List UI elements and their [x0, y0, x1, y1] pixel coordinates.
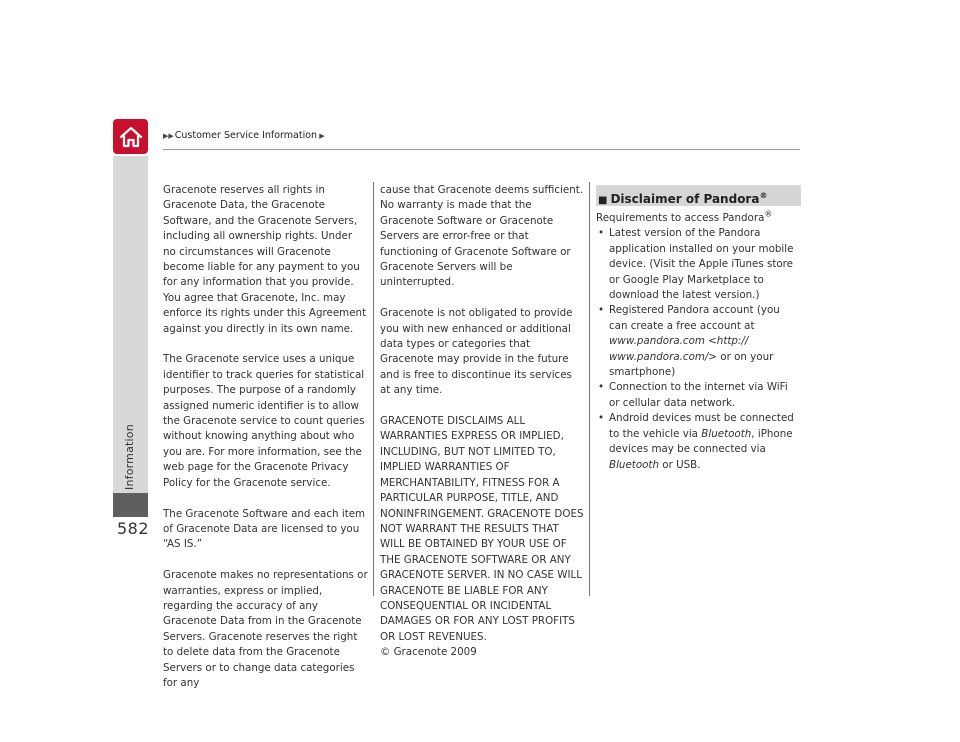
column-divider	[589, 182, 590, 596]
breadcrumb-arrow-icon: ▶▶	[163, 132, 174, 140]
paragraph-warranty: cause that Gracenote deems sufficient. No warranty is made that the Gracenote Software or Gracenote Servers are error-free or that functioning of Gracenote Software or Gracenote Servers will be uninterrupted.	[380, 184, 584, 289]
paragraph-representations: Gracenote makes no representations or warranties, express or implied, regarding the accuracy of any Gracenote Data from in the Gracenote Servers. Gracenote reserves the right to delete data from the Gracenote Servers or to change data categories for any	[163, 569, 368, 689]
requirements-intro: Requirements to access Pandora®	[596, 209, 773, 224]
home-icon	[118, 125, 144, 149]
text-column-2	[380, 183, 585, 676]
text-column-1	[163, 183, 368, 707]
section-heading	[596, 185, 801, 206]
section-heading-text: Disclaimer of Pandora	[610, 192, 760, 206]
page-number: 582	[117, 519, 150, 538]
header-divider	[163, 149, 800, 150]
paragraph-identifier: The Gracenote service uses a unique identifier to track queries for statistical purposes. The purpose of a randomly assigned numeric identifier is to allow the Gracenote service to count queries without knowing anything about who you are. For more information, see the web page for the Gracenote Privacy Policy for the Gracenote service.	[163, 353, 365, 489]
breadcrumb[interactable]	[163, 130, 326, 141]
list-item: • Registered Pandora account (you can create a free account at www.pandora.com <http:// www.pandora.com/> or on your smartphone)	[596, 303, 801, 380]
pandora-link[interactable]: www.pandora.com <http:// www.pandora.com/>	[609, 335, 749, 363]
square-bullet-icon: ■	[598, 195, 608, 206]
text-column-3	[596, 185, 801, 473]
paragraph-as-is: The Gracenote Software and each item of Gracenote Data are licensed to you “AS IS.”	[163, 507, 366, 551]
side-tab-active	[113, 493, 148, 517]
breadcrumb-label: Customer Service Information	[174, 130, 318, 141]
copyright: © Gracenote 2009	[380, 646, 477, 659]
requirements-list	[596, 226, 801, 473]
registered-mark: ®	[764, 209, 773, 219]
list-item: • Connection to the internet via WiFi or cellular data network.	[596, 380, 801, 411]
paragraph-disclaimer: GRACENOTE DISCLAIMS ALL WARRANTIES EXPRESS OR IMPLIED, INCLUDING, BUT NOT LIMITED TO, IMPLIED WARRANTIES OF MERCHANTABILITY, FITNESS FOR A PARTICULAR PURPOSE, TITLE, AND NONINFRINGEMENT. GRACENOTE DOES NOT WARRANT THE RESULTS THAT WILL BE OBTAINED BY YOUR USE OF THE GRACENOTE SOFTWARE OR ANY GRACENOTE SERVER. IN NO CASE WILL GRACENOTE BE LIABLE FOR ANY CONSEQUENTIAL OR INCIDENTAL DAMAGES OR FOR ANY LOST PROFITS OR LOST REVENUES.	[380, 415, 584, 643]
home-button[interactable]	[113, 119, 148, 154]
registered-mark: ®	[759, 191, 768, 200]
paragraph-obligation: Gracenote is not obligated to provide you with new enhanced or additional data types or categories that Gracenote may provide in the future and is free to discontinue its services at any time.	[380, 307, 573, 397]
side-section-label: Information	[123, 424, 136, 490]
paragraph-rights: Gracenote reserves all rights in Gracenote Data, the Gracenote Software, and the Gracenote Servers, including all ownership rights. Under no circumstances will Gracenote become liable for any payment to you for any information that you provide. You agree that Gracenote, Inc. may enforce its rights under this Agreement against you directly in its own name.	[163, 184, 367, 335]
breadcrumb-arrow-icon: ▶	[317, 132, 325, 140]
list-item: • Android devices must be connected to the vehicle via Bluetooth, iPhone devices may be connected via Bluetooth or USB.	[596, 411, 801, 473]
list-item: • Latest version of the Pandora application installed on your mobile device. (Visit the Apple iTunes store or Google Play Marketplace to download the latest version.)	[596, 226, 801, 303]
column-divider	[373, 182, 374, 596]
